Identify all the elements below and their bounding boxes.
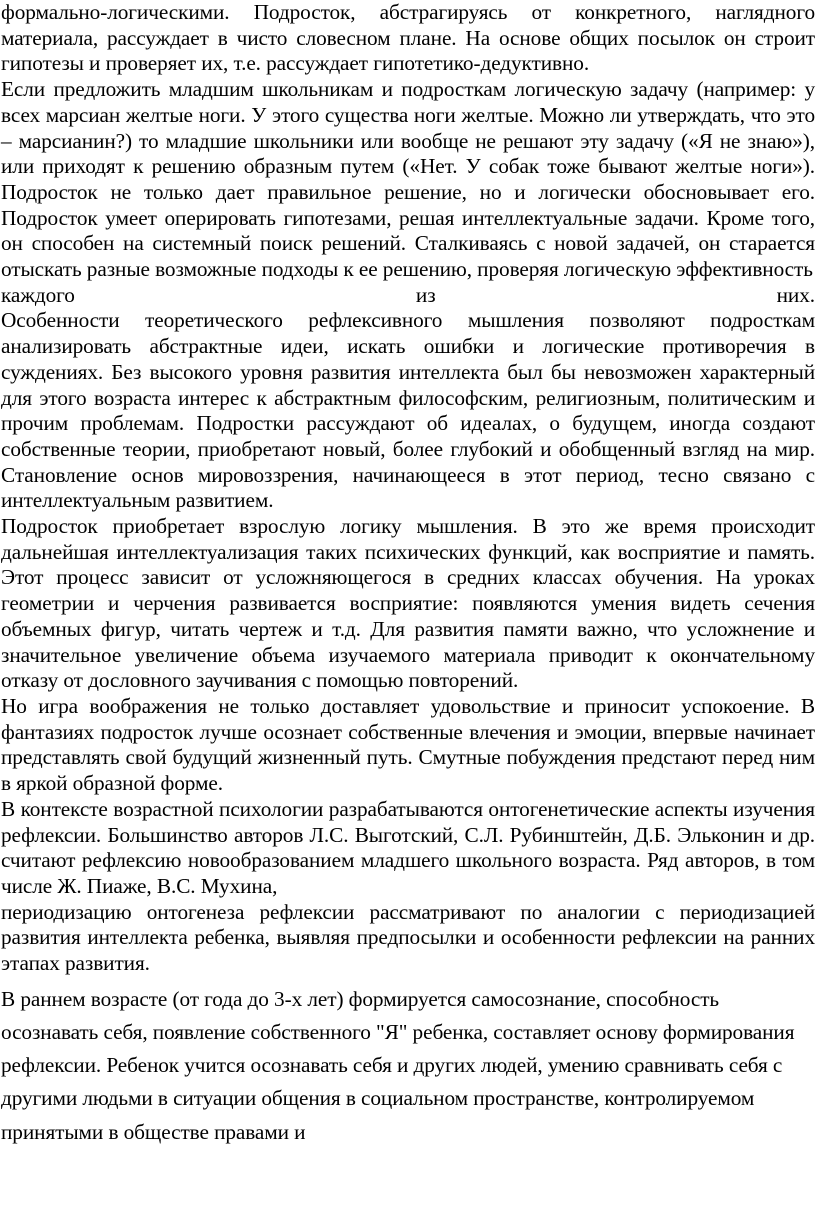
paragraph-adult-logic: Подросток приобретает взрослую логику мышления. В это же время происходит дальнейшая интеллектуализация таких психических функций, как восприятие и память. Этот процесс зависит от усложняющегося в средних классах обучения. На уроках геометрии и черчения развивается восприятие: появляются умения видеть сечения объемных фигур, читать чертеж и т.д. Для развития памяти важно, что усложнение и значительное увеличение объема изучаемого материала приводит к окончательному отказу от дословного заучивания с помощью повторений. [1, 514, 815, 693]
paragraph-martian-logic-task: Если предложить младшим школьникам и подросткам логическую задачу (например: у всех марсиан желтые ноги. У этого существа ноги желтые. Можно ли утверждать, что это – марсианин?) то младшие школьники или вообще не решают эту задачу («Я не знаю»), или приходят к решению образным путем («Нет. У собак тоже бывают желтые ноги»). Подросток не только дает правильное решение, но и логически обосновывает его. Подросток умеет оперировать гипотезами, решая интеллектуальные задачи. Кроме того, он способен на системный поиск решений. Сталкиваясь с новой задачей, он старается отыскать разные возможные подходы к ее решению, проверяя логическую эффективность [1, 77, 815, 282]
paragraph-early-age: В раннем возрасте (от года до 3-х лет) формируется самосознание, способность осознавать себя, появление собственного "Я" ребенка, составляет основу формирования рефлексии. Ребенок учится осознавать себя и других людей, умению сравнивать себя с другими людьми в ситуации общения в социальном пространстве, контролируемом принятыми в обществе правами и [1, 986, 795, 1144]
document-page [1, 0, 815, 1149]
paragraph-periodization: периодизацию онтогенеза рефлексии рассматривают по аналогии с периодизацией развития интеллекта ребенка, выявляя предпосылки и особенности рефлексии на ранних этапах развития. [1, 899, 815, 976]
paragraph-imagination: Но игра воображения не только доставляет удовольствие и приносит успокоение. В фантазиях подросток лучше осознает собственные влечения и эмоции, впервые начинает представлять свой будущий жизненный путь. Смутные побуждения предстают перед ним в яркой образной форме. [1, 693, 815, 796]
paragraph-ontogenetic-aspects: В контексте возрастной психологии разрабатываются онтогенетические аспекты изучения рефлексии. Большинство авторов Л.С. Выготский, С.Л. Рубинштейн, Д.Б. Эльконин и др. считают рефлексию новообразованием младшего школьного возраста. Ряд авторов, в том числе Ж. Пиаже, В.С. Мухина, [1, 796, 815, 898]
paragraph-reflexive-thinking: Особенности теоретического рефлексивного мышления позволяют подросткам анализировать абстрактные идеи, искать ошибки и логические противоречия в суждениях. Без высокого уровня развития интеллекта был бы невозможен характерный для этого возраста интерес к абстрактным философским, религиозным, политическим и прочим проблемам. Подростки рассуждают об идеалах, о будущем, иногда создают собственные теории, приобретают новый, более глубокий и обобщенный взгляд на мир. Становление основ мировоззрения, начинающееся в этот период, тесно связано с интеллектуальным развитием. [1, 308, 815, 513]
paragraph-hypothetico-deductive: формально-логическими. Подросток, абстрагируясь от конкретного, наглядного материала, рассуждает в чисто словесном плане. На основе общих посылок он строит гипотезы и проверяет их, т.е. рассуждает гипотетико-дедуктивно. [1, 0, 815, 76]
paragraph-each-of-them: каждого из них. [1, 282, 815, 307]
